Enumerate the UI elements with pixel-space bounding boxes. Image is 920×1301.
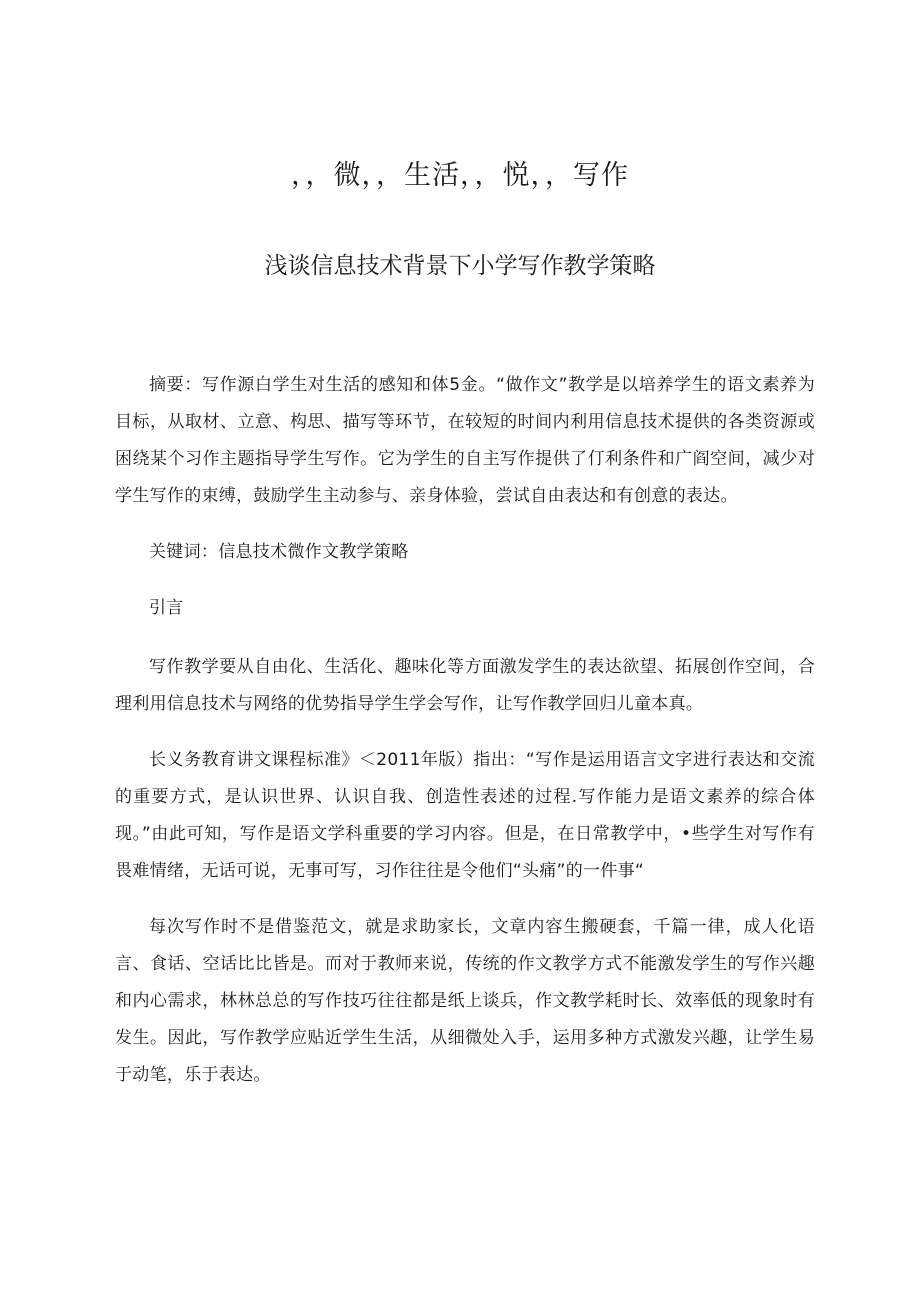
body-paragraph: 每次写作时不是借鉴范文，就是求助家长，文章内容生搬硬套，千篇一律，成人化语言、食话、空话比比皆是。而对于教师来说，传统的作文教学方式不能激发学生的写作兴趣和内心需求，林林总总的写作技巧往往都是纸上谈兵，作文教学耗时长、效率低的现象时有发生。因此，写作教学应贴近学生生活，从细微处入手，运用多种方式激发兴趣，让学生易于动笔，乐于表达。	[115, 917, 815, 1085]
body-paragraph: 写作教学要从自由化、生活化、趣味化等方面激发学生的表达欲望、拓展创作空间，合理利用信息技术与网络的优势指导学生学会写作，让写作教学回归儿童本真。	[115, 657, 815, 714]
body-paragraph: 长义务教育讲文课程标准》＜2011年版）指出：“写作是运用语言文字进行表达和交流的重要方式，是认识世界、认识自我、创造性表述的过程.写作能力是语文素养的综合体现。”由此可知，写作是语文学科重要的学习内容。但是，在日常教学中，•些学生对写作有畏难情绪，无话可说，无事可写，习作往往是令他们“头痛”的一件事“	[115, 750, 815, 881]
document-title: ，，微，，生活，，悦，，写作	[291, 160, 629, 191]
intro-heading: 引言	[149, 598, 184, 618]
document-subtitle: 浅谈信息技术背景下小学写作教学策略	[264, 253, 656, 279]
keywords-line: 关键词：信息技术微作文教学策略	[149, 542, 409, 562]
abstract-paragraph: 摘要：写作源白学生对生活的感知和体5金。“做作文”教学是以培养学生的语文素养为目标，从取材、立意、构思、描写等环节，在较短的时间内利用信息技术提供的各类资源或困绕某个习作主题指导学生写作。它为学生的自主写作提供了仃利条件和广阎空间，减少对学生写作的束缚，鼓励学生主动参与、亲身体验，尝试自由表达和有创意的表达。	[115, 375, 815, 506]
